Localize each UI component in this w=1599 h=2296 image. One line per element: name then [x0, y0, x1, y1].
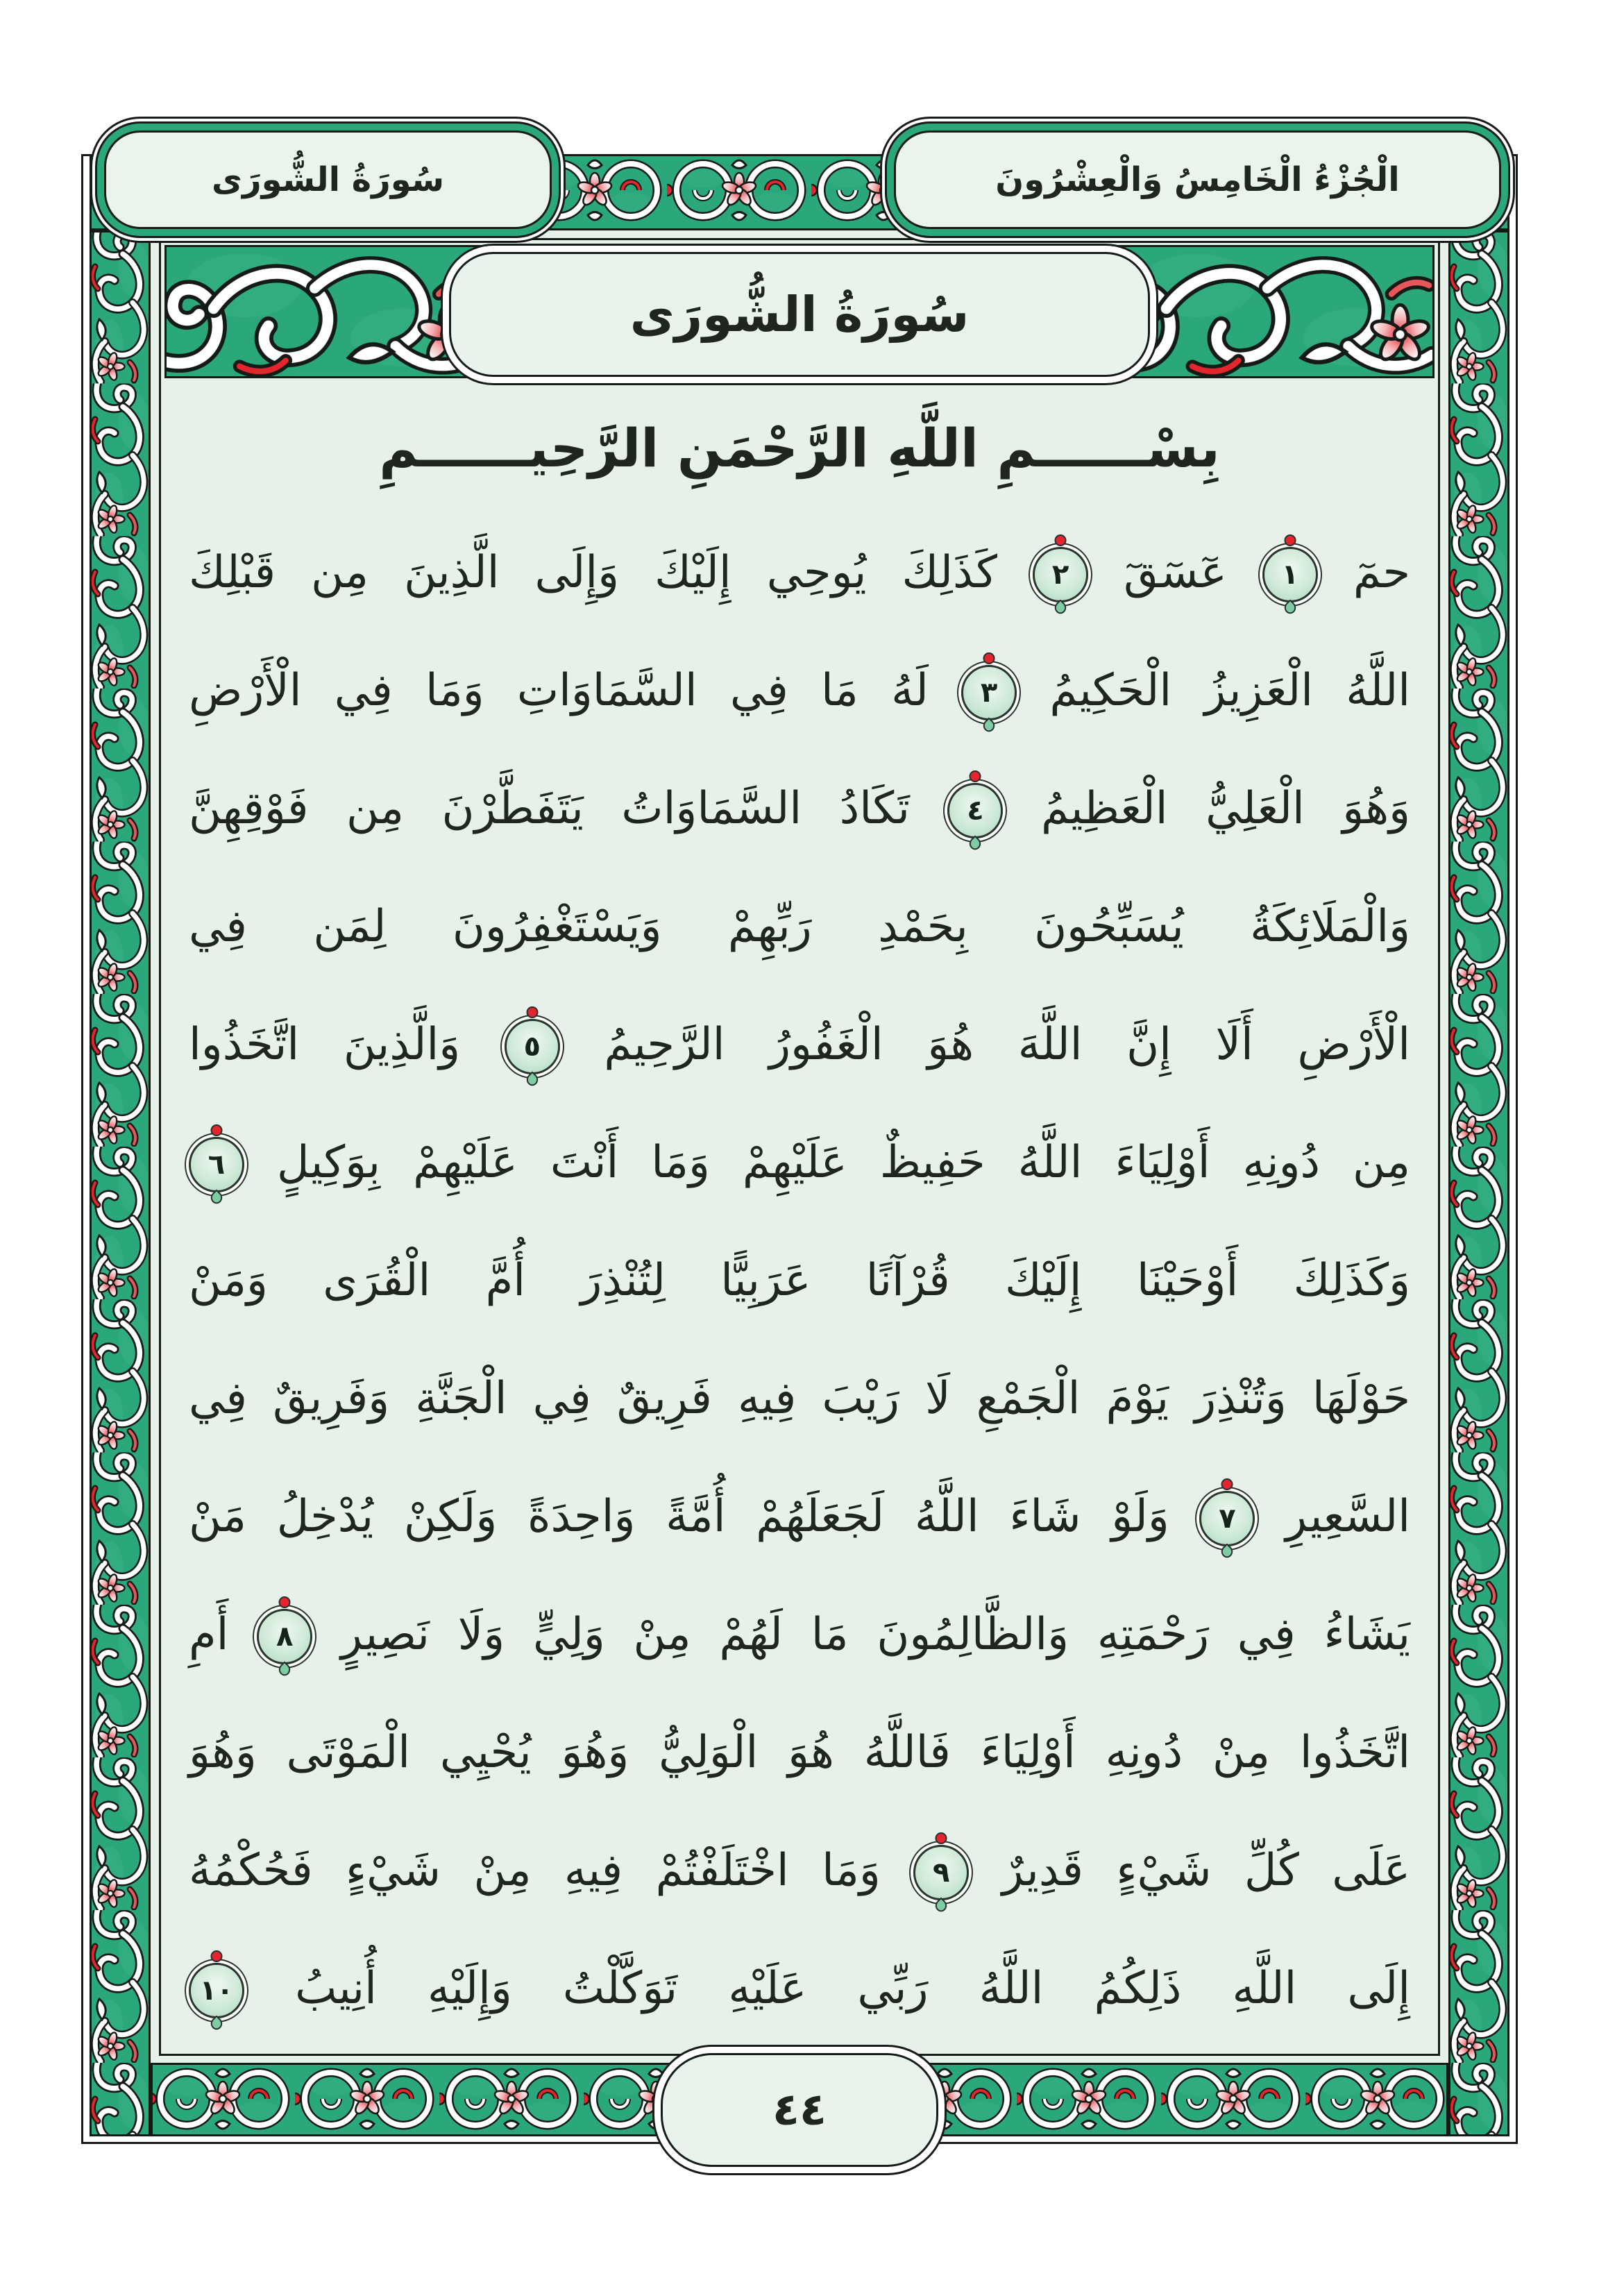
- ayah-end-medallion: ٣: [961, 665, 1017, 720]
- ayah-end-medallion: ٧: [1199, 1491, 1255, 1546]
- header-juz-label: الْجُزْءُ الْخَامِسُ وَالْعِشْرُونَ: [995, 160, 1400, 199]
- quran-lines: [189, 514, 1410, 2048]
- ayah-end-medallion: ١: [1262, 547, 1318, 602]
- header-surah-label: سُورَةُ الشُّورَى: [212, 160, 445, 199]
- verse-text: وَكَذَلِكَ أَوْحَيْنَا إِلَيْكَ قُرْآنًا عَرَبِيًّا لِتُنْذِرَ أُمَّ الْقُرَى وَمَنْ: [189, 1255, 1410, 1306]
- verse-text: وَلَوْ شَاءَ اللَّهُ لَجَعَلَهُمْ أُمَّةً وَاحِدَةً وَلَكِنْ يُدْخِلُ مَنْ: [189, 1491, 1169, 1542]
- header-surah-cartouche: [104, 130, 552, 229]
- ornamental-border-right: [1448, 230, 1509, 2136]
- header-juz-cartouche: [894, 130, 1501, 229]
- verse-text: وَالْمَلَائِكَةُ يُسَبِّحُونَ بِحَمْدِ رَبِّهِمْ وَيَسْتَغْفِرُونَ لِمَن فِي: [189, 901, 1410, 952]
- verse-text: يَشَاءُ فِي رَحْمَتِهِ وَالظَّالِمُونَ مَا لَهُمْ مِنْ وَلِيٍّ وَلَا نَصِيرٍ: [341, 1609, 1411, 1660]
- ayah-end-medallion: ٩: [913, 1845, 969, 1900]
- quran-line: [189, 1930, 1410, 2048]
- ayah-end-medallion: ٤: [947, 783, 1003, 838]
- verse-text: إِلَى اللَّهِ ذَلِكُمُ اللَّهُ رَبِّي عَلَيْهِ تَوَكَّلْتُ وَإِلَيْهِ أُنِيبُ: [295, 1963, 1411, 2014]
- verse-text: حمٓ: [1353, 547, 1411, 598]
- verse-text: وَالَّذِينَ اتَّخَذُوا: [189, 1019, 461, 1070]
- quran-line: [189, 1694, 1410, 1812]
- ornamental-border-left: [90, 230, 151, 2136]
- verse-text: وَهُوَ الْعَلِيُّ الْعَظِيمُ: [1040, 783, 1411, 834]
- ayah-end-medallion: ٨: [257, 1609, 312, 1664]
- verse-text: اللَّهُ الْعَزِيزُ الْحَكِيمُ: [1049, 665, 1411, 716]
- quran-line: [189, 632, 1410, 750]
- ayah-end-medallion: ٦: [189, 1137, 244, 1192]
- quran-line: [189, 1340, 1410, 1458]
- verse-text: تَكَادُ السَّمَاوَاتُ يَتَفَطَّرْنَ مِن فَوْقِهِنَّ: [189, 783, 910, 834]
- ayah-end-medallion: ٢: [1033, 547, 1088, 602]
- ayah-end-medallion: ٥: [505, 1019, 560, 1074]
- surah-title-text: سُورَةُ الشُّورَى: [629, 286, 970, 343]
- verse-text: وَمَا اخْتَلَفْتُمْ فِيهِ مِنْ شَيْءٍ فَحُكْمُهُ: [189, 1845, 881, 1896]
- quran-line: [189, 1576, 1410, 1694]
- verse-text: كَذَلِكَ يُوحِي إِلَيْكَ وَإِلَى الَّذِينَ مِن قَبْلِكَ: [189, 547, 998, 598]
- verse-text: عٓسٓقٓ: [1124, 547, 1227, 598]
- verse-text: لَهُ مَا فِي السَّمَاوَاتِ وَمَا فِي الْأَرْضِ: [189, 665, 929, 716]
- verse-text: السَّعِيرِ: [1285, 1491, 1410, 1542]
- quran-line: [189, 1458, 1410, 1576]
- verse-text: اتَّخَذُوا مِنْ دُونِهِ أَوْلِيَاءَ فَاللَّهُ هُوَ الْوَلِيُّ وَهُوَ يُحْيِي الْمَوْتَى وَهُوَ: [189, 1727, 1410, 1778]
- basmala: بِسْــــــمِ اللَّهِ الرَّحْمَنِ الرَّحِيــــــمِ: [379, 417, 1220, 479]
- quran-line: [189, 1222, 1410, 1340]
- quran-line: [189, 514, 1410, 632]
- quran-line: [189, 986, 1410, 1104]
- verse-text: أَمِ: [189, 1609, 229, 1660]
- verse-text: الْأَرْضِ أَلَا إِنَّ اللَّهَ هُوَ الْغَفُورُ الرَّحِيمُ: [604, 1019, 1411, 1070]
- text-panel: [159, 238, 1440, 2056]
- quran-line: [189, 1104, 1410, 1222]
- verse-text: حَوْلَهَا وَتُنْذِرَ يَوْمَ الْجَمْعِ لَا رَيْبَ فِيهِ فَرِيقٌ فِي الْجَنَّةِ وَفَرِيقٌ فِي: [189, 1373, 1410, 1424]
- verse-text: عَلَى كُلِّ شَيْءٍ قَدِيرٌ: [1001, 1845, 1411, 1896]
- quran-line: [189, 1812, 1410, 1930]
- quran-line: [189, 750, 1410, 868]
- text-panel-content: [161, 383, 1438, 2052]
- verse-text: مِن دُونِهِ أَوْلِيَاءَ اللَّهُ حَفِيظٌ عَلَيْهِمْ وَمَا أَنْتَ عَلَيْهِمْ بِوَكِيلٍ: [276, 1137, 1411, 1188]
- quran-line: [189, 868, 1410, 986]
- page-number: ٤٤: [772, 2084, 827, 2136]
- surah-title-cartouche: [449, 252, 1150, 377]
- ayah-end-medallion: ١٠: [189, 1963, 244, 2018]
- page-number-cartouche: [661, 2053, 938, 2167]
